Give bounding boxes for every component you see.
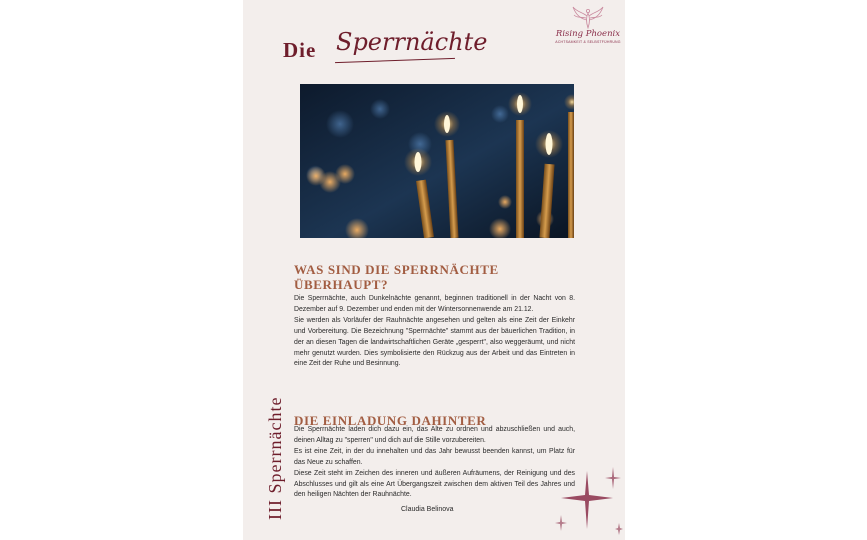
title-flourish (335, 58, 455, 63)
paragraph: Es ist eine Zeit, in der du innehalten und das Jahr bewusst beenden kannst, um Platz für das Neue zu schaffen. (294, 447, 575, 466)
vertical-series-label: III Sperrnächte (265, 396, 285, 520)
phoenix-icon (571, 6, 605, 30)
section-body-1 (294, 294, 575, 370)
document-page (243, 0, 625, 540)
sparkle-star-icon (553, 465, 625, 537)
paragraph: Die Sperrnächte, auch Dunkelnächte genannt, beginnen traditionell in der Nacht von 8. Dezember auf 9. Dezember und enden mit der Wintersonnenwende am 21.12. (294, 295, 575, 313)
section-heading-2: DIE EINLADUNG DAHINTER (294, 412, 487, 428)
paragraph: Diese Zeit steht im Zeichen des inneren und äußeren Aufräumens, der Reinigung und des Abschlusses und gilt als eine Art Übergangszeit zwischen dem aktiven Teil des Jahres und den heiligen Nächten der Rauhnächte. (294, 469, 575, 499)
title-prefix: Die (283, 38, 317, 62)
logo-name: Rising Phoenix (555, 29, 621, 39)
signature: Claudia Belinova (401, 506, 454, 513)
paragraph: Sie werden als Vorläufer der Rauhnächte angesehen und gelten als eine Zeit der Einkehr und Vorbereitung. Die Bezeichnung "Sperrnächte" stammt aus der bäuerlichen Tradition, in der an diesen Tagen die landwirtschaftlichen Geräte „gesperrt", also weggeräumt, und nicht mehr genutzt wurden. Dies symbolisierte den Rückzug aus der Arbeit und das Eintreten in eine Zeit der Ruhe und Besinnung. (294, 316, 575, 368)
candles-photo (300, 84, 574, 238)
section-heading-1: WAS SIND DIE SPERRNÄCHTE ÜBERHAUPT? (294, 261, 499, 292)
logo (555, 6, 621, 54)
paragraph: Die Sperrnächte laden dich dazu ein, das Alte zu ordnen und abzuschließen und auch, deinen Alltag zu "sperren" und dich auf die Stille vorzubereiten. (294, 426, 575, 444)
logo-subtitle: ACHTSAMKEIT & SELBSTFÜHRUNG (555, 40, 621, 44)
section-body-2 (294, 425, 575, 501)
title-script: Sperrnächte (336, 28, 488, 56)
